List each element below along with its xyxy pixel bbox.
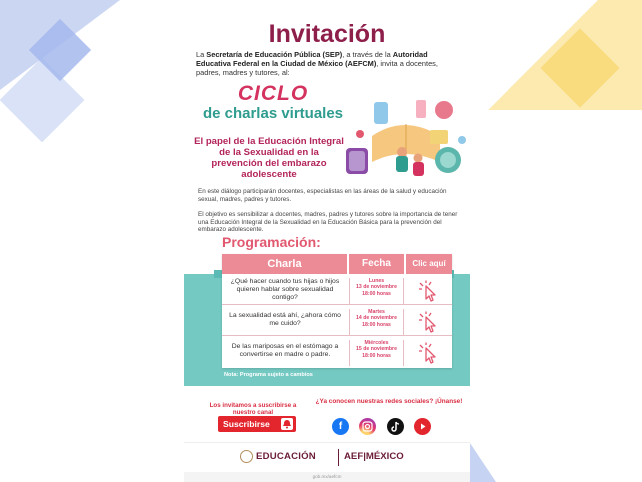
tiktok-icon[interactable] xyxy=(387,418,404,435)
schedule-note: Nota: Programa sujeto a cambios xyxy=(224,372,313,378)
table-row xyxy=(222,306,452,336)
page-title: Invitación xyxy=(268,20,386,48)
government-seal-icon xyxy=(240,450,253,463)
table-row xyxy=(222,337,452,367)
ciclo-subtitle: de charlas virtuales xyxy=(202,105,344,122)
instagram-icon[interactable] xyxy=(359,418,376,435)
cursor-click-icon xyxy=(417,342,441,364)
subscribe-button[interactable] xyxy=(218,416,296,432)
click-here-link[interactable] xyxy=(406,308,452,335)
programacion-heading: Programación: xyxy=(222,234,321,250)
column-header-clic: Clic aquí xyxy=(406,254,452,274)
column-header-charla: Charla xyxy=(222,254,347,274)
subscribe-invite-text: Los invitamos a suscribirse a nuestro canal xyxy=(209,402,297,417)
column-header-fecha: Fecha xyxy=(349,254,404,274)
cursor-click-icon xyxy=(417,280,441,302)
talk-date: Lunes 13 de noviembre 18:00 horas xyxy=(349,278,404,304)
table-row xyxy=(222,275,452,305)
talk-title: La sexualidad está ahí, ¿ahora cómo me cuido? xyxy=(229,312,341,327)
talk-date: Martes 14 de noviembre 18:00 horas xyxy=(349,309,404,335)
invitation-flyer xyxy=(184,0,470,482)
facebook-icon[interactable]: f xyxy=(332,418,349,435)
click-here-link[interactable] xyxy=(406,277,452,304)
cursor-click-icon xyxy=(417,311,441,333)
click-here-link[interactable] xyxy=(406,339,452,366)
family-illustration xyxy=(344,96,468,186)
footer-divider xyxy=(338,449,339,466)
talk-date: Miércoles 15 de noviembre 18:00 horas xyxy=(349,340,404,366)
talk-title: ¿Qué hacer cuando tus hijas o hijos quieren hablar sobre sexualidad contigo? xyxy=(230,278,340,301)
bell-icon xyxy=(281,418,293,430)
subscribe-button-label: Suscribirse xyxy=(223,419,270,429)
objective-paragraph: El objetivo es sensibilizar a docentes, madres, padres y tutores sobre la importancia de tener una Educación Integral de la Sexualidad en la Educación Básica para la prevención del embarazo adolescente. xyxy=(198,211,458,234)
description-paragraph: En este diálogo participarán docentes, especialistas en las áreas de la salud y educación sexual, madres, padres y tutores. xyxy=(198,188,447,203)
ciclo-title: CICLO xyxy=(237,82,309,105)
schedule-table xyxy=(222,254,452,368)
social-prompt: ¿Ya conocen nuestras redes sociales? ¡Únanse! xyxy=(315,398,463,405)
talk-series-subtitle: El papel de la Educación Integral de la Sexualidad en la prevención del embarazo adolescente xyxy=(194,136,344,180)
youtube-icon[interactable] xyxy=(414,418,431,435)
footer-url[interactable]: gob.mx/aefcm xyxy=(312,474,342,479)
intro-text: La Secretaría de Educación Pública (SEP), a través de la Autoridad Educativa Federal en la Ciudad de México (AEFCM), invita a docentes, padres, madres y tutores, al: xyxy=(196,50,438,77)
ciclo-heading xyxy=(198,82,348,122)
aef-mexico-logo: AEF|MÉXICO xyxy=(344,451,404,462)
footer-logos xyxy=(184,442,470,472)
talk-title: De las mariposas en el estómago a convertirse en madre o padre. xyxy=(231,343,339,358)
educacion-logo: EDUCACIÓN xyxy=(256,451,316,462)
